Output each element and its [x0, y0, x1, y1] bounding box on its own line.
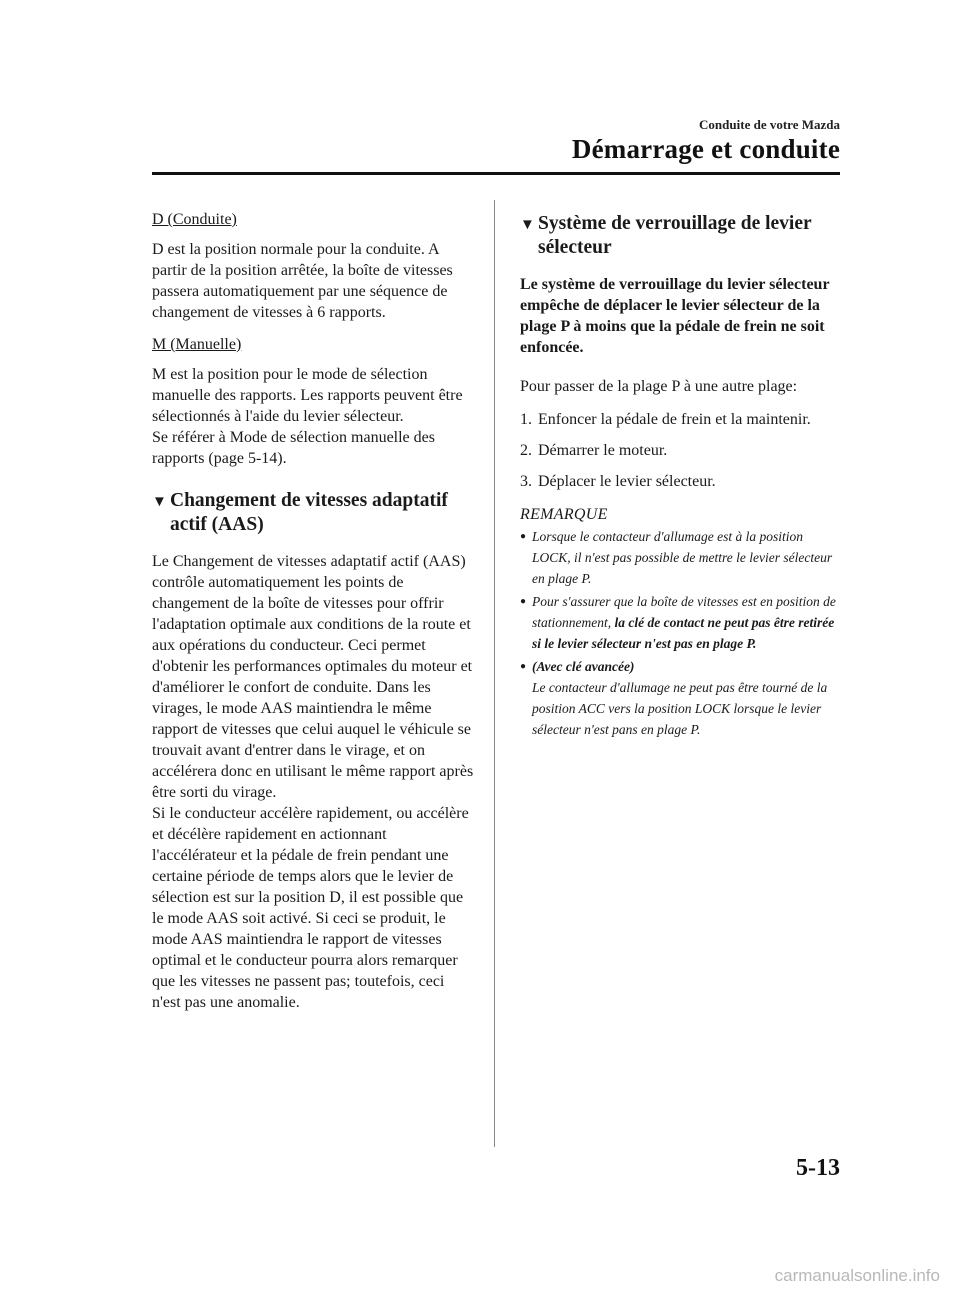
list-item: 2. Démarrer le moteur.: [520, 442, 668, 459]
bullet-dot-icon: ●: [520, 531, 527, 542]
watermark: carmanualsonline.info: [774, 1266, 940, 1285]
column-divider: [494, 200, 495, 1147]
shift-lock-steps: [520, 409, 842, 492]
list-item: 1. Enfoncer la pédale de frein et la maintenir.: [520, 411, 811, 428]
note-bullet-1: Lorsque le contacteur d'allumage est à la position LOCK, il n'est pas possible de mettre le levier sélecteur en plage P.: [532, 529, 833, 586]
shift-lock-description: Le système de verrouillage du levier sélecteur empêche de déplacer le levier sélecteur de la plage P à moins que la pédale de frein ne soit enfoncée.: [520, 276, 830, 356]
aas-heading-text: Changement de vitesses adaptatif actif (AAS): [170, 489, 448, 535]
bullet-dot-icon: ●: [520, 661, 527, 672]
note-title: REMARQUE: [520, 506, 608, 523]
aas-paragraph-2: Si le conducteur accélère rapidement, ou accélère et décélère rapidement en actionnant l'accélérateur et la pédale de frein pendant une certaine période de temps alors que le levier de sélection est sur la position D, il est possible que le mode AAS soit activé. Si ceci se produit, le mode AAS maintiendra le rapport de vitesses optimal et le conducteur pourra alors remarquer que les vitesses ne passent pas; toutefois, ceci n'est pas une anomalie.: [152, 804, 469, 1011]
triangle-bullet-icon: ▼: [152, 493, 167, 510]
running-header-title: Démarrage et conduite: [571, 134, 840, 164]
d-drive-text: D est la position normale pour la conduite. A partir de la position arrêtée, la boîte de vitesses passera automatiquement par une séquence de changement de vitesses à 6 rapports.: [152, 240, 453, 321]
left-column: [152, 210, 474, 1025]
m-manual-heading: M (Manuelle): [152, 335, 242, 353]
bullet-dot-icon: ●: [520, 596, 527, 607]
aas-section-heading: [152, 489, 474, 537]
list-item: 3. Déplacer le levier sélecteur.: [520, 473, 716, 490]
page-number: 5-13: [796, 1155, 840, 1181]
list-item: [520, 526, 842, 589]
m-manual-text: M est la position pour le mode de sélection manuelle des rapports. Les rapports peuvent être sélectionnés à l'aide du levier sélecteur.: [152, 365, 463, 425]
header-rule: [152, 172, 840, 175]
triangle-bullet-icon: ▼: [520, 217, 535, 233]
shift-lock-section-heading: [520, 212, 842, 260]
shift-lock-heading-text: Système de verrouillage de levier sélecteur: [538, 213, 812, 258]
right-column: [520, 210, 842, 742]
note-bullets: [520, 526, 842, 740]
running-header-subtitle: Conduite de votre Mazda: [699, 117, 840, 132]
note-bullet-3: (Avec clé avancée) Le contacteur d'allumage ne peut pas être tourné de la position ACC vers la position LOCK lorsque le levier sélecteur n'est pans en plage P.: [532, 659, 828, 737]
list-item: [520, 656, 842, 740]
note-bullet-2: Pour s'assurer que la boîte de vitesses est en position de stationnement, la clé de contact ne peut pas être retirée si le levier sélecteur n'est pas en plage P.: [532, 594, 836, 651]
d-drive-heading: D (Conduite): [152, 211, 237, 228]
m-manual-reference: Se référer à Mode de sélection manuelle des rapports (page 5-14).: [152, 428, 435, 467]
list-item: [520, 591, 842, 654]
shift-lock-intro: Pour passer de la plage P à une autre plage:: [520, 378, 798, 395]
aas-paragraph-1: Le Changement de vitesses adaptatif actif (AAS) contrôle automatiquement les points de changement de la boîte de vitesses pour offrir l'adaptation optimale aux conditions de la route et aux opérations du conducteur. Ceci permet d'obtenir les performances optimales du moteur et d'améliorer le confort de conduite. Dans les virages, le mode AAS maintiendra le même rapport de vitesses que celui auquel le véhicule se trouvait avant d'entrer dans le virage, et on accélérera donc en utilisant le même rapport après être sorti du virage.: [152, 552, 474, 801]
